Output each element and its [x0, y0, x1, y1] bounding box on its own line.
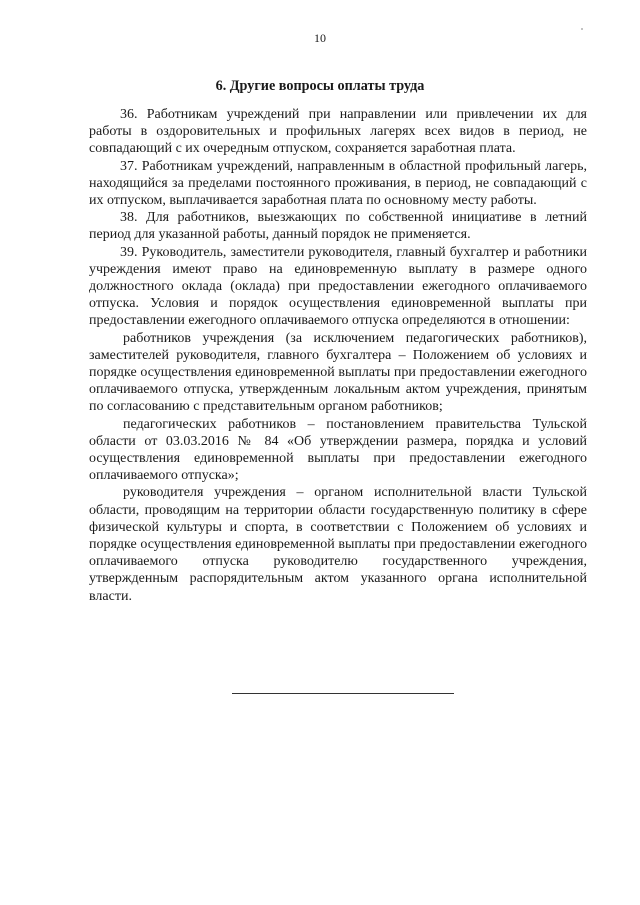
- document-body: [89, 106, 587, 605]
- paragraph-39: 39. Руководитель, заместители руководителя, главный бухгалтер и работники учреждения имеют право на единовременную выплату в размере одного должностного оклада (оклада) при предоставлении ежегодного оплачиваемого отпуска. Условия и порядок осуществления единовременной выплаты при предоставлении ежегодного оплачиваемого отпуска определяются в отношении:: [89, 244, 587, 329]
- paragraph-39-employees: работников учреждения (за исключением педагогических работников), заместителей руководителя, главного бухгалтера – Положением об условиях и порядке осуществления единовременной выплаты при предоставлении ежегодного оплачиваемого отпуска, утвержденным локальным актом учреждения, принятым по согласованию с представительным органом работников;: [89, 330, 587, 415]
- scan-speck: [581, 28, 583, 30]
- paragraph-37: 37. Работникам учреждений, направленным в областной профильный лагерь, находящийся за пределами постоянного проживания, в период, не совпадающий с их отпуском, выплачивается заработная плата по основному месту работы.: [89, 158, 587, 209]
- paragraph-36: 36. Работникам учреждений при направлении или привлечении их для работы в оздоровительных и профильных лагерях всех видов в период, не совпадающий с их очередным отпуском, сохраняется заработная плата.: [89, 107, 587, 157]
- section-heading: 6. Другие вопросы оплаты труда: [215, 78, 425, 94]
- paragraph-38: 38. Для работников, выезжающих по собственной инициативе в летний период для указанной работы, данный порядок не применяется.: [89, 210, 587, 243]
- page-number: 10: [314, 31, 326, 45]
- closing-rule: [232, 693, 454, 694]
- paragraph-39-teachers: педагогических работников – постановлением правительства Тульской области от 03.03.2016 № 84 «Об утверждении размера, порядка и условий осуществления единовременной выплаты при предоставлении ежегодного оплачиваемого отпуска»;: [89, 416, 587, 484]
- paragraph-39-head: руководителя учреждения – органом исполнительной власти Тульской области, проводящим на территории области государственную политику в сфере физической культуры и спорта, в соответствии с Положением об условиях и порядке осуществления единовременной выплаты при предоставлении ежегодного оплачиваемого отпуска руководителю государственного учреждения, утвержденным распорядительным актом указанного органа исполнительной власти.: [89, 485, 587, 604]
